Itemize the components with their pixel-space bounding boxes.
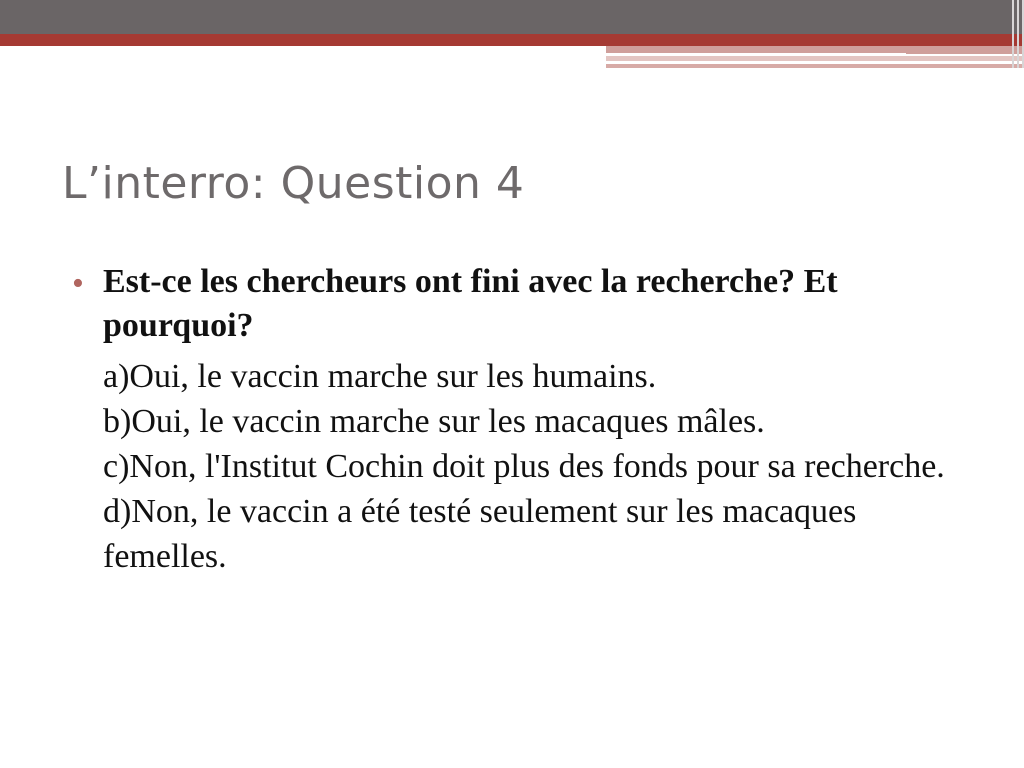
- answer-d: d)Non, le vaccin a été testé seulement sur les macaques femelles.: [103, 493, 857, 575]
- answer-list: [72, 354, 972, 579]
- question-text: Est-ce les chercheurs ont fini avec la recherche? Et pourquoi?: [103, 263, 838, 344]
- white-rule: [606, 53, 906, 55]
- pink-rule: [606, 64, 1024, 68]
- header-band: [0, 0, 1024, 34]
- bullet-icon: •: [72, 265, 84, 302]
- corner-stripes: [990, 0, 1024, 68]
- slide-body: [72, 260, 972, 579]
- stripe: [1017, 0, 1019, 68]
- pink-rule: [606, 56, 1024, 61]
- question-item: [72, 260, 972, 348]
- answer-b: b)Oui, le vaccin marche sur les macaques mâles.: [103, 403, 765, 440]
- stripe: [1012, 0, 1014, 68]
- answer-c: c)Non, l'Institut Cochin doit plus des fonds pour sa recherche.: [103, 448, 945, 485]
- red-rule: [0, 34, 1024, 46]
- answer-a: a)Oui, le vaccin marche sur les humains.: [103, 358, 657, 395]
- slide-title: L’interro: Question 4: [62, 158, 525, 209]
